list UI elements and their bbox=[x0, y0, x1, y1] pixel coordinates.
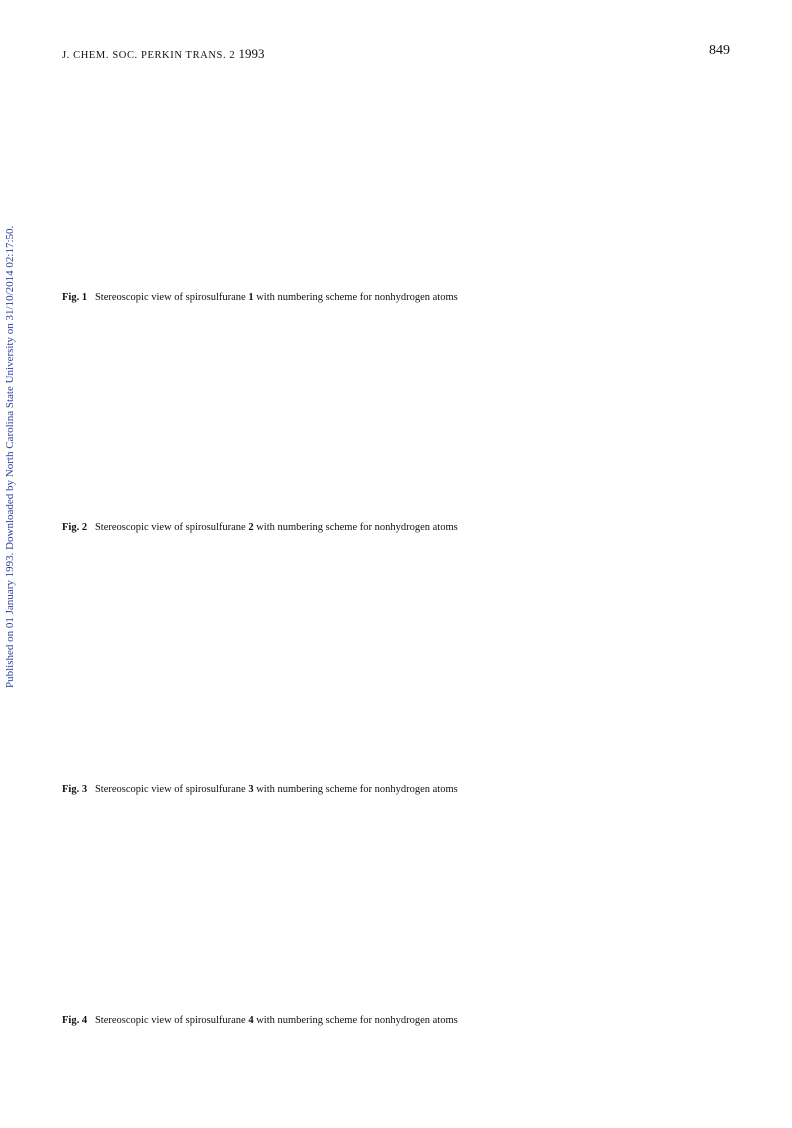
compound-number: 2 bbox=[248, 522, 254, 533]
figure-3-stereo-drawing bbox=[0, 620, 792, 780]
compound-number: 1 bbox=[248, 292, 254, 303]
compound-number: 3 bbox=[248, 784, 254, 795]
journal-name: J. CHEM. SOC. PERKIN TRANS. 2 bbox=[62, 50, 236, 61]
caption-text: with numbering scheme for nonhydrogen atoms bbox=[253, 784, 458, 795]
caption-text: Stereoscopic view of spirosulfurane bbox=[94, 522, 249, 533]
figure-4-stereo-drawing bbox=[0, 870, 792, 1010]
figure-4-caption bbox=[62, 1015, 458, 1026]
running-header bbox=[62, 46, 265, 62]
page-number: 849 bbox=[709, 43, 730, 58]
download-watermark: Published on 01 January 1993. Downloaded by North Carolina State University on 31/10/2014 02:17:50. bbox=[4, 225, 16, 688]
caption-text: with numbering scheme for nonhydrogen atoms bbox=[253, 522, 458, 533]
figure-2-caption bbox=[62, 522, 458, 533]
caption-text: with numbering scheme for nonhydrogen atoms bbox=[253, 1015, 458, 1026]
caption-text: Stereoscopic view of spirosulfurane bbox=[94, 292, 249, 303]
caption-text: with numbering scheme for nonhydrogen atoms bbox=[253, 292, 458, 303]
figure-label: Fig. 3 bbox=[62, 784, 88, 795]
figure-2-stereo-drawing bbox=[0, 380, 792, 520]
caption-text: Stereoscopic view of spirosulfurane bbox=[94, 1015, 249, 1026]
caption-text: Stereoscopic view of spirosulfurane bbox=[94, 784, 249, 795]
figure-label: Fig. 4 bbox=[62, 1015, 88, 1026]
journal-year: 1993 bbox=[238, 46, 265, 61]
figure-label: Fig. 1 bbox=[62, 292, 88, 303]
figure-label: Fig. 2 bbox=[62, 522, 88, 533]
figure-1-caption bbox=[62, 292, 458, 303]
figure-1-stereo-drawing bbox=[0, 140, 792, 280]
compound-number: 4 bbox=[248, 1015, 254, 1026]
figure-3-caption bbox=[62, 784, 458, 795]
